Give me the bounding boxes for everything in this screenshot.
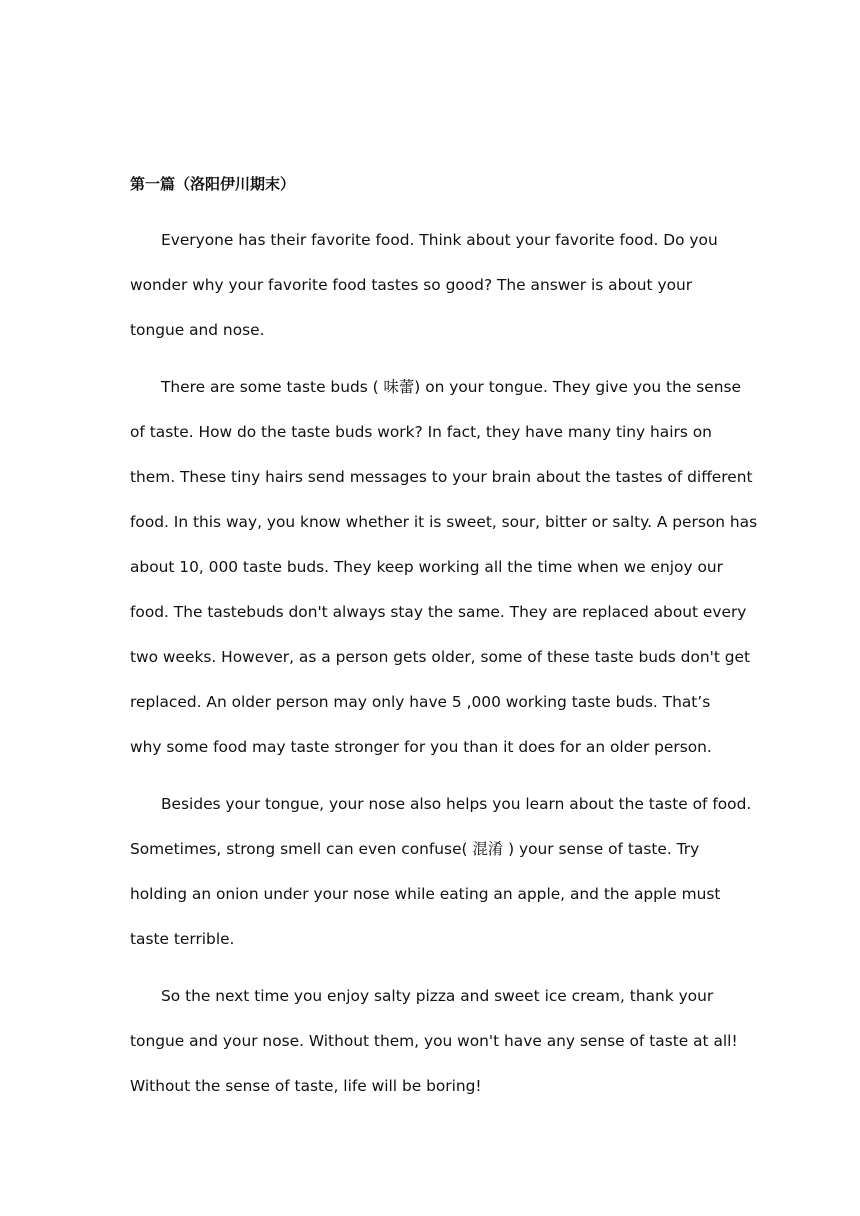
paragraph-line: holding an onion under your nose while eating an apple, and the apple must <box>130 885 721 903</box>
paragraph-line: food. The tastebuds don't always stay the same. They are replaced about every <box>130 603 747 621</box>
paragraph-line: of taste. How do the taste buds work? In fact, they have many tiny hairs on <box>130 423 712 441</box>
paragraph-line: food. In this way, you know whether it is sweet, sour, bitter or salty. A person has <box>130 513 758 531</box>
paragraph-line: wonder why your favorite food tastes so good? The answer is about your <box>130 276 693 294</box>
paragraph-line: Everyone has their favorite food. Think about your favorite food. Do you <box>161 231 718 249</box>
paragraph-line: them. These tiny hairs send messages to your brain about the tastes of different <box>130 468 753 486</box>
paragraph-line: taste terrible. <box>130 930 235 948</box>
paragraph-line: replaced. An older person may only have 5 ,000 working taste buds. That’s <box>130 693 711 711</box>
paragraph-line: about 10, 000 taste buds. They keep working all the time when we enjoy our <box>130 558 723 576</box>
paragraph-line: So the next time you enjoy salty pizza and sweet ice cream, thank your <box>161 987 714 1005</box>
paragraph-line: tongue and your nose. Without them, you won't have any sense of taste at all! <box>130 1032 738 1050</box>
paragraph-line: two weeks. However, as a person gets older, some of these taste buds don't get <box>130 648 751 666</box>
paragraph-line: There are some taste buds ( 味蕾) on your tongue. They give you the sense <box>161 378 741 396</box>
paragraph-line: tongue and nose. <box>130 321 265 339</box>
paragraph-line: Without the sense of taste, life will be boring! <box>130 1077 482 1095</box>
paragraph-line: why some food may taste stronger for you than it does for an older person. <box>130 738 712 756</box>
paragraph-line: Besides your tongue, your nose also helps you learn about the taste of food. <box>161 795 752 813</box>
section-heading: 第一篇（洛阳伊川期末） <box>130 175 296 193</box>
paragraph-line: Sometimes, strong smell can even confuse( 混淆 ) your sense of taste. Try <box>130 840 700 858</box>
